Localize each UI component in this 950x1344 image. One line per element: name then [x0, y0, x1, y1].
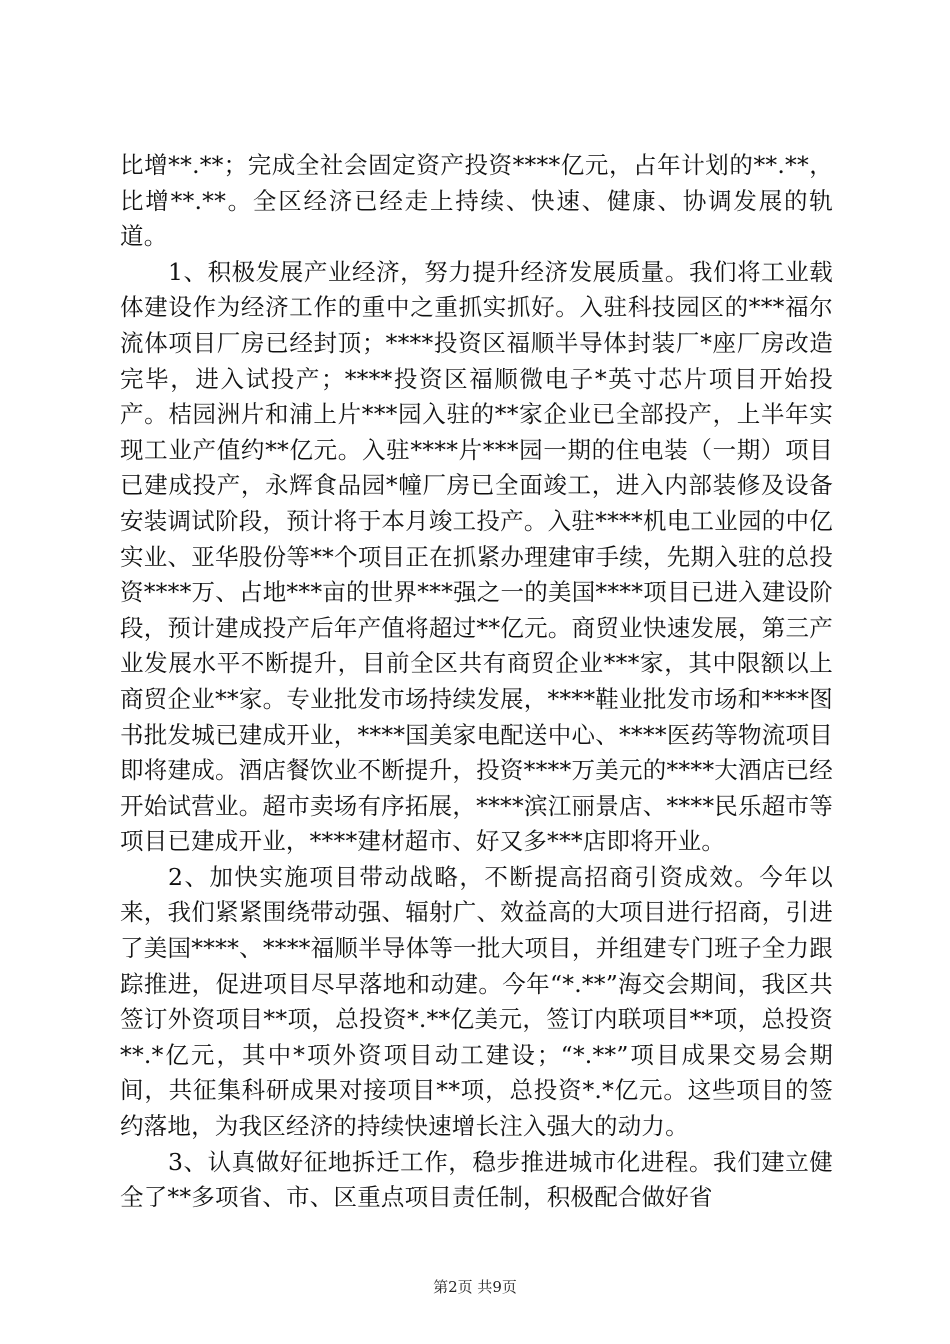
paragraph-industrial-economy: 1、积极发展产业经济，努力提升经济发展质量。我们将工业载体建设作为经济工作的重中之重抓实抓好。入驻科技园区的***福尔流体项目厂房已经封顶；****投资区福顺半导体封装厂*座厂房改造完毕，进入试投产；****投资区福顺微电子*英寸芯片项目开始投产。桔园洲片和浦上片***园入驻的**家企业已全部投产，上半年实现工业产值约**亿元。入驻****片***园一期的住电装（一期）项目已建成投产，永辉食品园*幢厂房已全面竣工，进入内部装修及设备安装调试阶段，预计将于本月竣工投产。入驻****机电工业园的中亿实业、亚华股份等**个项目正在抓紧办理建审手续，先期入驻的总投资****万、占地***亩的世界***强之一的美国****项目已进入建设阶段，预计建成投产后年产值将超过**亿元。商贸业快速发展，第三产业发展水平不断提升，目前全区共有商贸企业***家，其中限额以上商贸企业**家。专业批发市场持续发展，****鞋业批发市场和****图书批发城已建成开业，****国美家电配送中心、****医药等物流项目即将建成。酒店餐饮业不断提升，投资****万美元的****大酒店已经开始试营业。超市卖场有序拓展，****滨江丽景店、****民乐超市等项目已建成开业，****建材超市、好又多***店即将开业。 — [120, 257, 833, 856]
paragraph-continuation: 比增**.**；完成全社会固定资产投资****亿元，占年计划的**.**，比增**.**。全区经济已经走上持续、快速、健康、协调发展的轨道。 — [120, 151, 833, 251]
page-number-footer: 第2页 共9页 — [433, 1278, 517, 1296]
paragraph-investment-projects: 2、加快实施项目带动战略，不断提高招商引资成效。今年以来，我们紧紧围绕带动强、辐射广、效益高的大项目进行招商，引进了美国****、****福顺半导体等一批大项目，并组建专门班子全力跟踪推进，促进项目尽早落地和动建。今年“*.**”海交会期间，我区共签订外资项目**项，总投资*.**亿美元，签订内联项目**项，总投资**.*亿元，其中*项外资项目动工建设；“*.**”项目成果交易会期间，共征集科研成果对接项目**项，总投资*.*亿元。这些项目的签约落地，为我区经济的持续快速增长注入强大的动力。 — [120, 862, 833, 1141]
body-text — [120, 148, 833, 1216]
paragraph-land-acquisition: 3、认真做好征地拆迁工作，稳步推进城市化进程。我们建立健全了**多项省、市、区重点项目责任制，积极配合做好省 — [120, 1147, 833, 1212]
